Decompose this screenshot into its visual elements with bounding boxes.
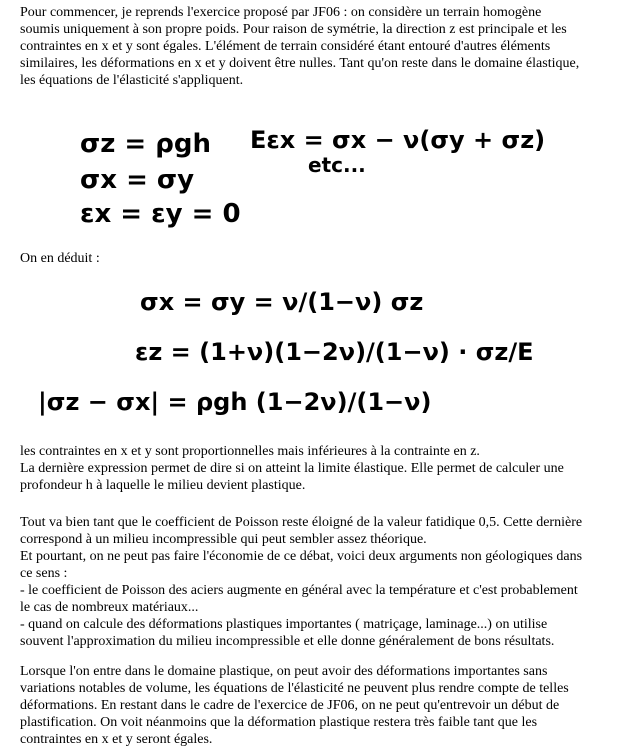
- intro-paragraph: [20, 4, 620, 89]
- equation-sigma-ratio: σx = σy = ν/(1−ν) σz: [140, 288, 424, 316]
- intro-line: contraintes en x et y sont égales. L'élément de terrain considéré étant entouré d'autres éléments: [20, 39, 551, 54]
- paragraph-line: ce sens :: [20, 566, 68, 581]
- equation-epsilon-x: εx = εy = 0: [80, 199, 241, 229]
- equation-etc: etc...: [308, 153, 366, 177]
- intro-line: similaires, les déformations en x et y doivent être nulles. Tant qu'on reste dans le domaine élastique,: [20, 56, 580, 71]
- paragraph-line: correspond à un milieu incompressible qui peut sembler assez théorique.: [20, 532, 427, 547]
- equation-epsilon-z: εz = (1+ν)(1−2ν)/(1−ν) · σz/E: [135, 338, 534, 366]
- equation-hooke: Eεx = σx − ν(σy + σz): [250, 126, 546, 154]
- paragraph-line: le cas de nombreux matériaux...: [20, 600, 199, 615]
- paragraph-line: Et pourtant, on ne peut pas faire l'économie de ce débat, voici deux arguments non géologiques dans: [20, 549, 583, 564]
- paragraph-line: Lorsque l'on entre dans le domaine plastique, on peut avoir des déformations importantes sans: [20, 664, 548, 679]
- equation-sigma-x: σx = σy: [80, 165, 195, 195]
- intro-line: les équations de l'élasticité s'appliquent.: [20, 73, 244, 88]
- paragraph-line: déformations. En restant dans le cadre de l'exercice de JF06, on ne peut qu'entrevoir un début de: [20, 698, 560, 713]
- deduction-label: [20, 250, 620, 267]
- equation-sigma-z: σz = ρgh: [80, 129, 212, 159]
- paragraph-line: - quand on calcule des déformations plastiques importantes ( matriçage, laminage...) on utilise: [20, 617, 548, 632]
- paragraph-line: plastification. On voit néanmoins que la déformation plastique restera très faible tant que les: [20, 715, 538, 730]
- paragraph-3: [20, 514, 620, 650]
- deduction-text: On en déduit :: [20, 251, 100, 266]
- equation-stress-difference: |σz − σx| = ρgh (1−2ν)/(1−ν): [38, 388, 432, 416]
- paragraph-line: profondeur h à laquelle le milieu devient plastique.: [20, 478, 306, 493]
- paragraph-2: [20, 443, 620, 494]
- handwritten-equations-1: [0, 110, 627, 230]
- paragraph-line: contraintes en x et y seront égales.: [20, 732, 213, 747]
- paragraph-4: [20, 663, 620, 748]
- paragraph-line: variations notables de volume, les équations de l'élasticité ne peuvent plus rendre compte de telles: [20, 681, 569, 696]
- intro-line: Pour commencer, je reprends l'exercice proposé par JF06 : on considère un terrain homogène: [20, 5, 542, 20]
- paragraph-line: - le coefficient de Poisson des aciers augmente en général avec la température et c'est probablement: [20, 583, 578, 598]
- paragraph-line: les contraintes en x et y sont proportionnelles mais inférieures à la contrainte en z.: [20, 444, 480, 459]
- handwritten-equations-2: [0, 282, 627, 432]
- paragraph-line: Tout va bien tant que le coefficient de Poisson reste éloigné de la valeur fatidique 0,5. Cette dernière: [20, 515, 583, 530]
- paragraph-line: La dernière expression permet de dire si on atteint la limite élastique. Elle permet de calculer une: [20, 461, 564, 476]
- intro-line: soumis uniquement à son propre poids. Pour raison de symétrie, la direction z est principale et les: [20, 22, 567, 37]
- paragraph-line: souvent l'approximation du milieu incompressible et elle donne généralement de bons résultats.: [20, 634, 555, 649]
